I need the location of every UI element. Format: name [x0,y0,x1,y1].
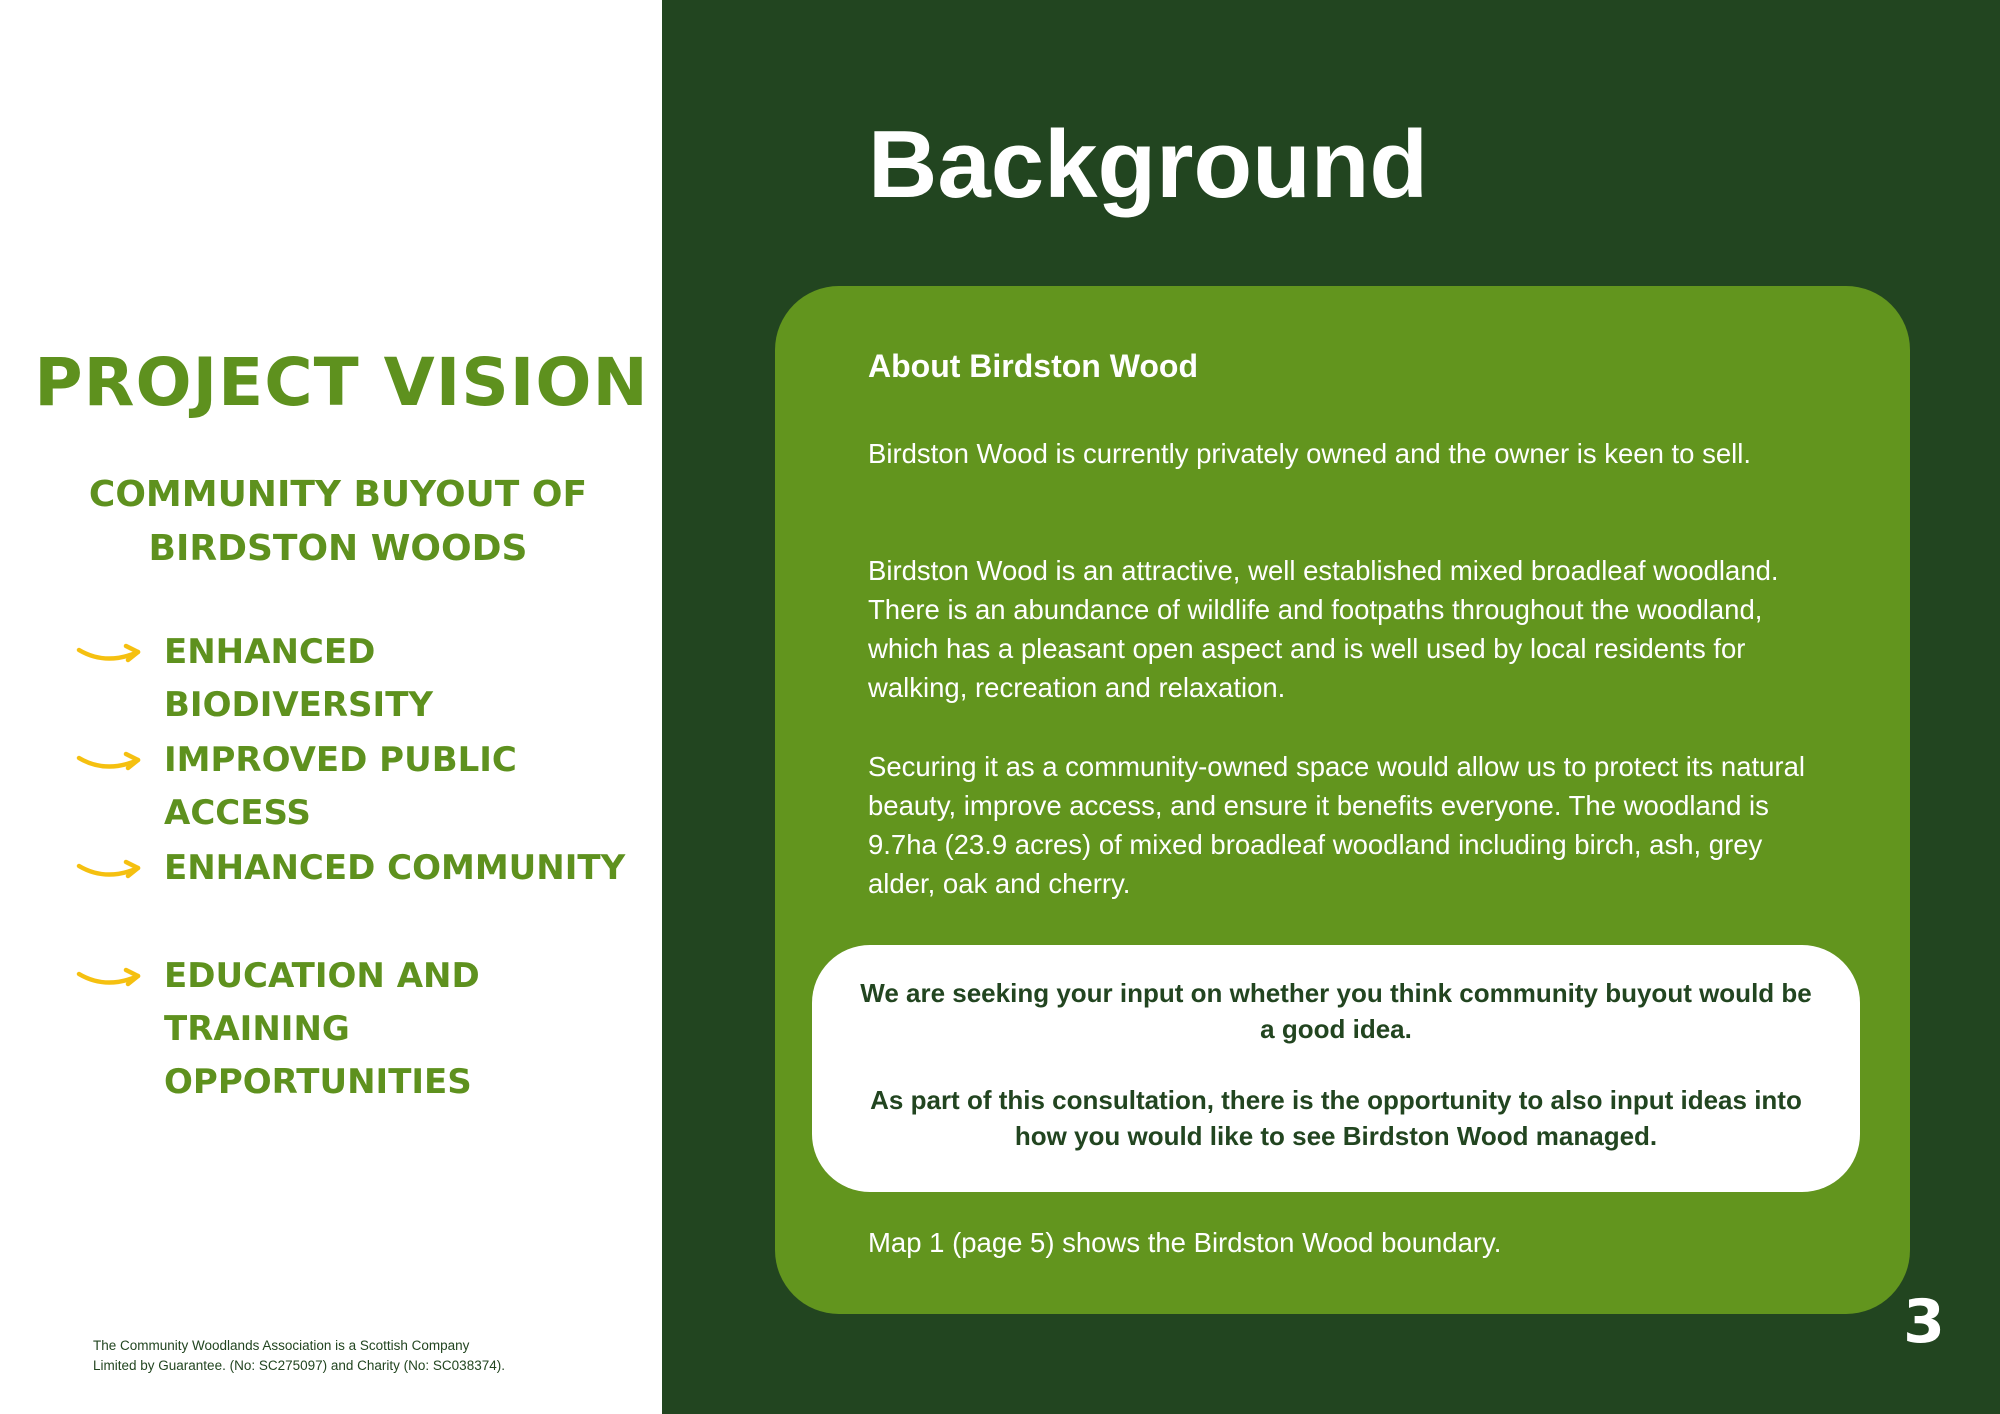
project-vision-title: PROJECT VISION [34,344,649,421]
paragraph-community: Securing it as a community-owned space would allow us to protect its natural beauty, improve access, and ensure it benefits everyone. The woodland is 9.7ha (23.9 acres) of mixed broadleaf woodland including birch, ash, grey alder, oak and cherry. [868,751,1805,899]
arrow-icon [76,964,142,994]
vision-item-text [164,734,644,840]
vision-item-line: ENHANCED COMMUNITY [164,848,626,888]
footer-line-2: Limited by Guarantee. (No: SC275097) and Charity (No: SC038374). [93,1358,505,1373]
vision-item-text [164,950,644,1109]
arrow-icon [76,640,142,670]
arrow-icon [76,856,142,886]
subtitle-line-1: COMMUNITY BUYOUT OF [88,474,588,515]
footer-line-1: The Community Woodlands Association is a Scottish Company [93,1338,470,1353]
vision-item-line: ENHANCED BIODIVERSITY [164,632,434,725]
page-title: Background [868,111,1429,218]
paragraph-description: Birdston Wood is an attractive, well established mixed broadleaf woodland. There is an abundance of wildlife and footpaths throughout the woodland, which has a pleasant open aspect and is well used by local residents for walking, recreation and relaxation. [868,555,1779,703]
footer-note [93,1336,613,1376]
vision-item-line: EDUCATION AND TRAINING [164,956,480,1049]
paragraph-ownership: Birdston Wood is currently privately owned and the owner is keen to sell. [868,438,1751,469]
map-note: Map 1 (page 5) shows the Birdston Wood boundary. [868,1227,1502,1258]
vision-item-line: OPPORTUNITIES [164,1062,472,1102]
consultation-callout [812,945,1860,1192]
vision-item-text [164,842,644,895]
about-card [775,286,1910,1314]
left-panel [0,0,662,1414]
vision-item-text [164,626,644,732]
card-heading: About Birdston Wood [868,348,1198,384]
subtitle-line-2: BIRDSTON WOODS [148,528,528,569]
vision-item-line: IMPROVED PUBLIC ACCESS [164,740,517,833]
callout-line-1: We are seeking your input on whether you think community buyout would be a good idea. [860,978,1812,1044]
vision-list [0,0,662,1414]
arrow-icon [76,748,142,778]
page-number: 3 [1903,1287,1945,1357]
callout-line-2: As part of this consultation, there is the opportunity to also input ideas into how you would like to see Birdston Wood managed. [870,1085,1802,1151]
